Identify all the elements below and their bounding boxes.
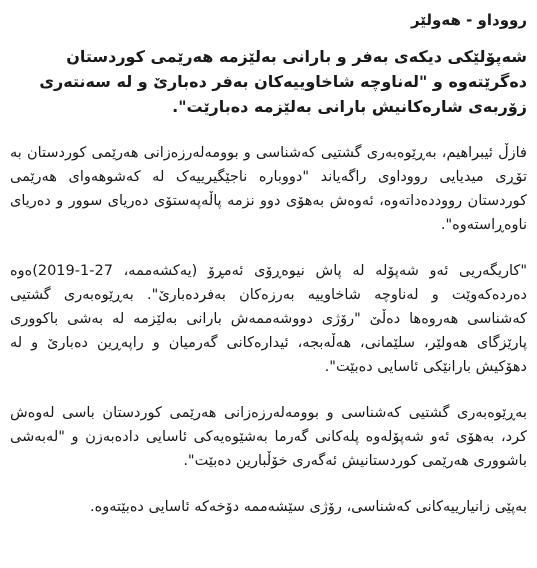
article-dateline: رووداو - هەولێر [410,11,527,29]
article-lead: شەپۆلێکی دیکەی بەفر و بارانی بەلێزمە هەرێمی کوردستان دەگرێتەوە و "لەناوچە شاخاوییەکان بەفر دەبارێ و لە سەنتەری زۆربەی شارەکانیش بارانی بەلێزمە دەبارێت". [39,47,527,116]
article-paragraph: "کاریگەریی ئەو شەپۆلە لە پاش نیوەڕۆی ئەمڕۆ (یەکشەممە، 27-1-2019)ەوە دەردەکەوێت و لەناوچە شاخاوییە بەرزەکان بەفردەبارێ". بەڕێوەبەری گشتیی کەشناسی هەروەها دەڵێ "رۆژی دووشەممەش بارانی بەلێزمە لە بەشی باکووری پارێزگای هەولێر، سلێمانی، هەڵەبجە، ئیدارەکانی گەرمیان و راپەڕین دەبارێ و لە دهۆکیش بارانێکی ئاسایی دەبێت". [10,263,527,375]
article-paragraph: بەپێی زانیارییەکانی کەشناسی، رۆژی سێشەممە دۆخەکە ئاسایی دەبێتەوە. [90,499,527,515]
article-paragraph: فازڵ ئیبراهیم، بەڕێوەبەری گشتیی کەشناسی و بوومەلەرزەزانی هەرێمی کوردستان بە تۆڕی میدیایی رووداوی راگەیاند "دووبارە ناجێگیرییەک لە کەشوهەوای هەرێمی کوردستان رووددەداتەوە، ئەوەش بەهۆی دوو نزمە پاڵەپەستۆی دەریای سوور و دەریای ناوەڕاستەوە". [10,145,527,233]
article-paragraph: بەڕێوەبەری گشتیی کەشناسی و بوومەلەرزەزانی هەرێمی کوردستان باسی لەوەش کرد، بەهۆی ئەو شەپۆلەوە پلەکانی گەرما بەشێوەیەکی ئاسایی دادەبەزن و "لەبەشی باشووری هەرێمی کوردستانیش ئەگەری خۆڵبارین دەبێت". [10,405,527,469]
